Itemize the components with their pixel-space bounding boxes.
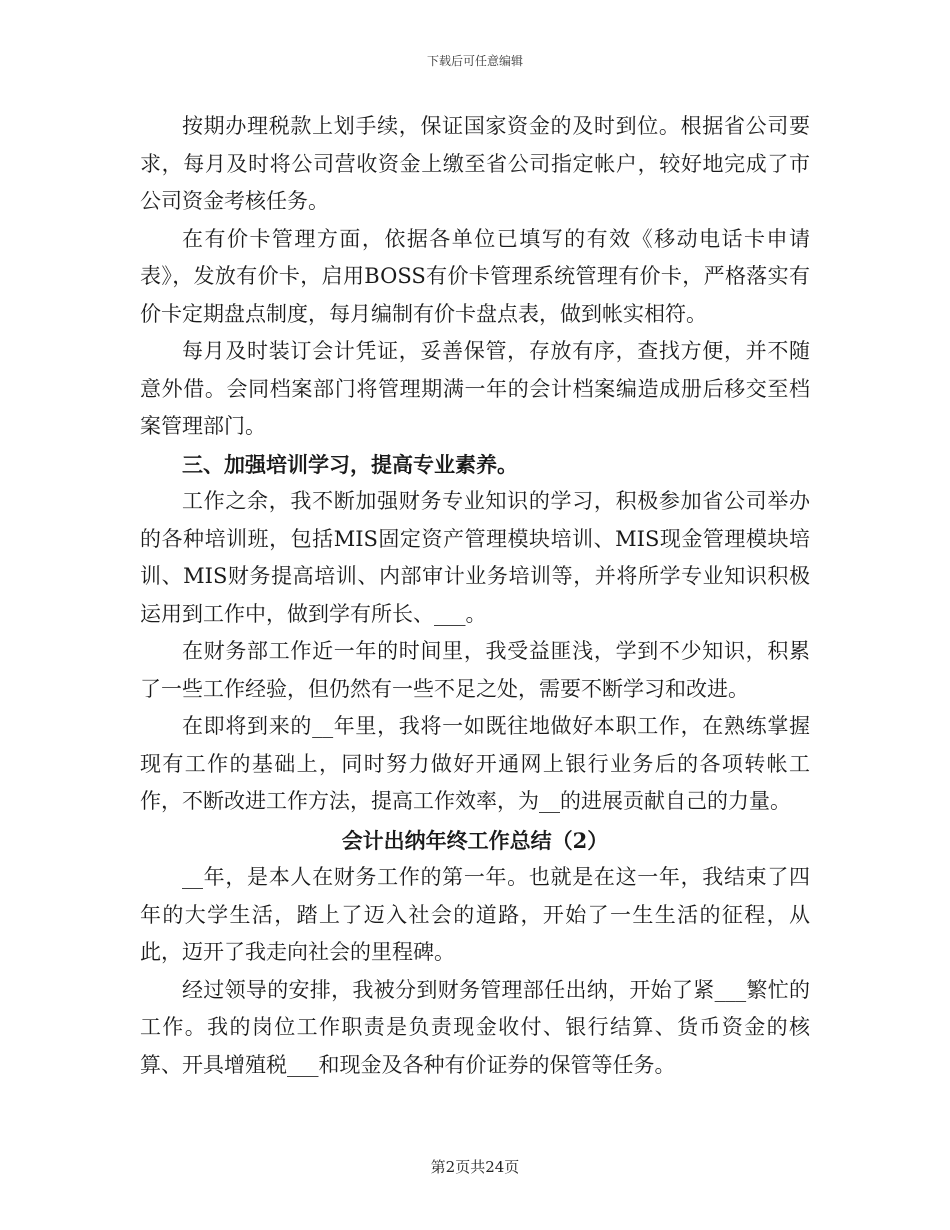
paragraph-vouchers: 每月及时装订会计凭证，妥善保管，存放有序，查找方便，并不随意外借。会同档案部门将管理期满一年的会计档案编造成册后移交至档案管理部门。: [140, 339, 810, 438]
page-footer: 第2页共24页: [430, 1158, 520, 1176]
paragraph-tax-transfer: 按期办理税款上划手续，保证国家资金的及时到位。根据省公司要求，每月及时将公司营收资金上缴至省公司指定帐户，较好地完成了市公司资金考核任务。: [140, 114, 810, 213]
paragraph-value-card: 在有价卡管理方面，依据各单位已填写的有效《移动电话卡申请表》，发放有价卡，启用BOSS有价卡管理系统管理有价卡，严格落实有价卡定期盘点制度，每月编制有价卡盘点表，做到帐实相符。: [140, 226, 810, 326]
paragraph-cashier-duties: 经过领导的安排，我被分到财务管理部任出纳，开始了紧___繁忙的工作。我的岗位工作职责是负责现金收付、银行结算、货币资金的核算、开具增殖税___和现金及各种有价证券的保管等任务。: [140, 977, 810, 1077]
page-header: 下载后可任意编辑: [426, 54, 523, 68]
section-title-summary-2: 会计出纳年终工作总结（2）: [341, 827, 609, 853]
paragraph-next-year: 在即将到来的__年里，我将一如既往地做好本职工作，在熟练掌握现有工作的基础上，同时努力做好开通网上银行业务后的各项转帐工作，不断改进工作方法，提高工作效率，为__的进展贡献自己的力量。: [140, 714, 810, 813]
document-body: [140, 108, 810, 1084]
paragraph-training: 工作之余，我不断加强财务专业知识的学习，积极参加省公司举办的各种培训班，包括MIS固定资产管理模块培训、MIS现金管理模块培训、MIS财务提高培训、内部审计业务培训等，并将所学专业知识积极运用到工作中，做到学有所长、___。: [140, 489, 810, 626]
section-heading-training: 三、加强培训学习，提高专业素养。: [182, 451, 518, 477]
paragraph-experience: 在财务部工作近一年的时间里，我受益匪浅，学到不少知识，积累了一些工作经验，但仍然有一些不足之处，需要不断学习和改进。: [140, 639, 810, 701]
paragraph-first-year: __年，是本人在财务工作的第一年。也就是在这一年，我结束了四年的大学生活，踏上了迈入社会的道路，开始了一生生活的征程，从此，迈开了我走向社会的里程碑。: [140, 865, 810, 964]
